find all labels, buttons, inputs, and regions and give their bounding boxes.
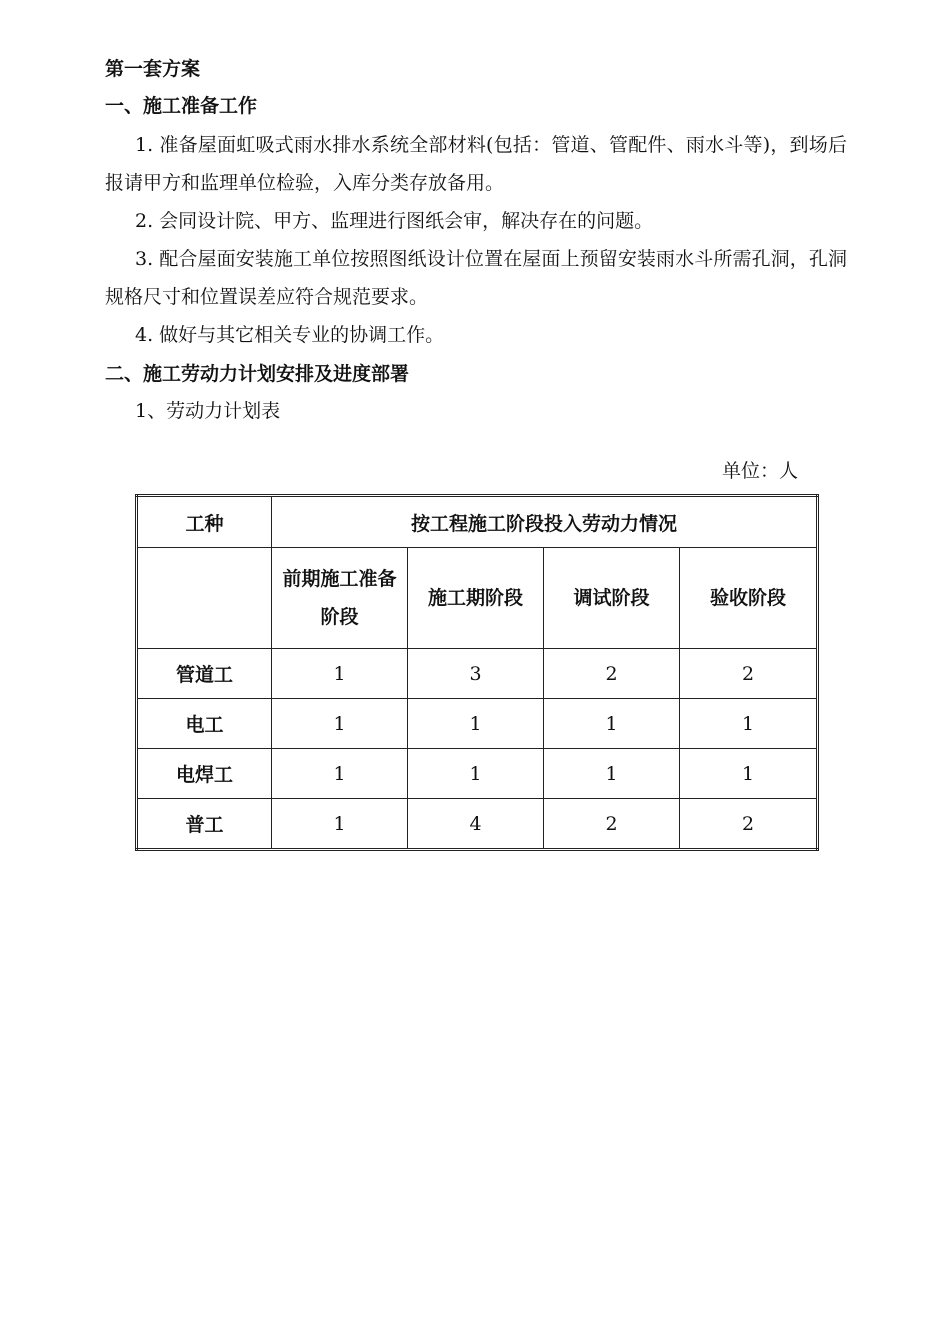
table-header-row — [137, 496, 818, 548]
row-worktype: 电焊工 — [137, 749, 272, 799]
table-row — [137, 799, 818, 850]
table-cell: 1 — [272, 649, 408, 699]
table-cell: 3 — [408, 649, 544, 699]
table-cell: 1 — [680, 699, 818, 749]
section-heading-labor: 二、施工劳动力计划安排及进度部署 — [105, 363, 410, 385]
table-cell: 1 — [272, 799, 408, 850]
labor-table-caption: 1、劳动力计划表 — [135, 400, 281, 422]
table-cell: 1 — [408, 699, 544, 749]
header-stage-construction: 施工期阶段 — [408, 548, 544, 649]
table-cell: 1 — [544, 749, 680, 799]
labor-plan-table — [135, 494, 819, 851]
prep-item-1: 1. 准备屋面虹吸式雨水排水系统全部材料(包括：管道、管配件、雨水斗等)，到场后报请甲方和监理单位检验，入库分类存放备用。 — [105, 134, 847, 194]
table-cell: 1 — [272, 699, 408, 749]
table-cell: 2 — [544, 799, 680, 850]
stage-label: 前期施工准备阶段 — [282, 568, 397, 628]
prep-item-4: 4. 做好与其它相关专业的协调工作。 — [135, 324, 445, 346]
header-stage-commissioning: 调试阶段 — [544, 548, 680, 649]
table-cell: 1 — [272, 749, 408, 799]
table-cell: 1 — [544, 699, 680, 749]
header-stage-acceptance: 验收阶段 — [680, 548, 818, 649]
header-stage-preparation — [272, 548, 408, 649]
row-worktype: 普工 — [137, 799, 272, 850]
row-worktype: 管道工 — [137, 649, 272, 699]
table-row — [137, 649, 818, 699]
table-cell: 2 — [680, 649, 818, 699]
prep-item-3: 3. 配合屋面安装施工单位按照图纸设计位置在屋面上预留安装雨水斗所需孔洞，孔洞规格尺寸和位置误差应符合规范要求。 — [105, 248, 847, 308]
table-stage-row — [137, 548, 818, 649]
plan-title: 第一套方案 — [105, 58, 201, 80]
table-cell: 2 — [544, 649, 680, 699]
row-worktype: 电工 — [137, 699, 272, 749]
table-cell: 2 — [680, 799, 818, 850]
table-cell: 1 — [408, 749, 544, 799]
table-row — [137, 699, 818, 749]
prep-item-2: 2. 会同设计院、甲方、监理进行图纸会审，解决存在的问题。 — [135, 210, 654, 232]
table-row — [137, 749, 818, 799]
header-worktype: 工种 — [137, 496, 272, 548]
header-empty-cell — [137, 548, 272, 649]
unit-label: 单位：人 — [722, 460, 799, 482]
table-cell: 1 — [680, 749, 818, 799]
table-cell: 4 — [408, 799, 544, 850]
header-stage-group: 按工程施工阶段投入劳动力情况 — [272, 496, 818, 548]
section-heading-preparation: 一、施工准备工作 — [105, 95, 258, 117]
